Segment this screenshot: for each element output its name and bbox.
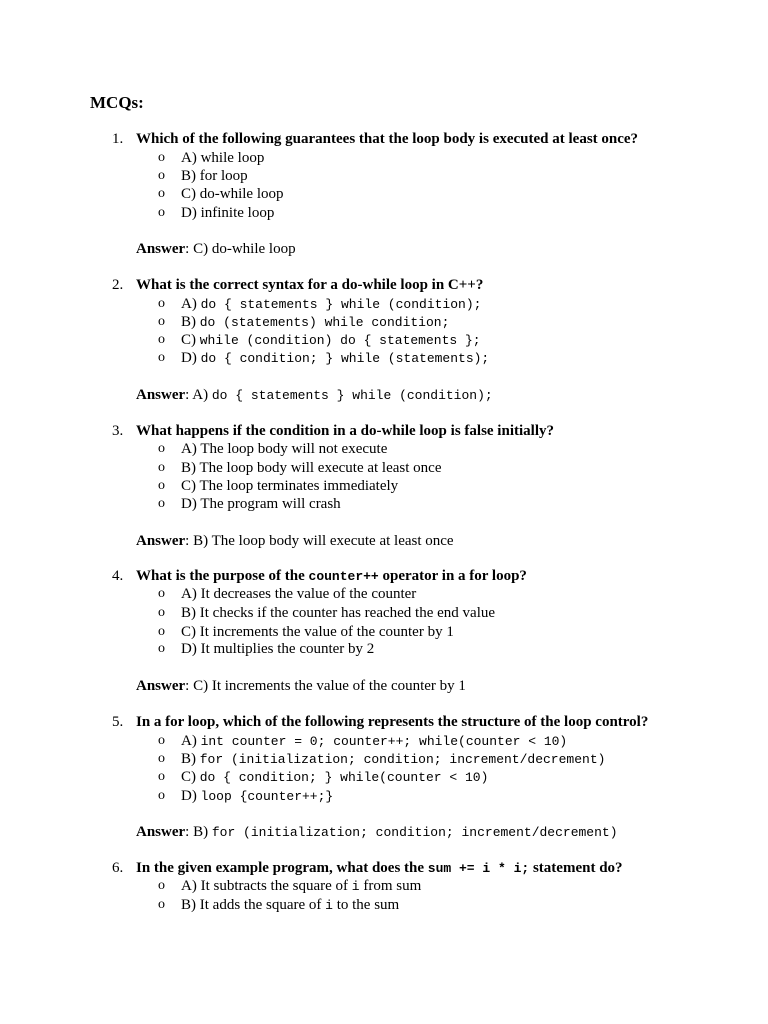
answer: Answer: B) for (initialization; condition; increment/decrement) [136, 824, 618, 840]
question-number: 1. [112, 131, 124, 147]
bullet-icon: o [158, 150, 165, 165]
answer: Answer: C) do-while loop [136, 241, 296, 257]
question-number: 6. [112, 860, 124, 876]
bullet-icon: o [158, 332, 165, 347]
answer: Answer: C) It increments the value of the counter by 1 [136, 678, 466, 694]
bullet-icon: o [158, 441, 165, 456]
bullet-icon: o [158, 296, 165, 311]
bullet-icon: o [158, 788, 165, 803]
question-text: In a for loop, which of the following represents the structure of the loop control? [136, 714, 649, 730]
question-text: What happens if the condition in a do-while loop is false initially? [136, 423, 554, 439]
bullet-icon: o [158, 769, 165, 784]
question-number: 2. [112, 277, 124, 293]
question-number: 3. [112, 423, 124, 439]
bullet-icon: o [158, 624, 165, 639]
answer: Answer: A) do { statements } while (condition); [136, 387, 493, 403]
question-text: What is the correct syntax for a do-while loop in C++? [136, 277, 484, 293]
answer: Answer: B) The loop body will execute at least once [136, 533, 454, 549]
bullet-icon: o [158, 350, 165, 365]
question-text: Which of the following guarantees that the loop body is executed at least once? [136, 131, 639, 147]
question-text: What is the purpose of the counter++ operator in a for loop? [136, 568, 527, 584]
question-text: In the given example program, what does the sum += i * i; statement do? [136, 860, 623, 876]
bullet-icon: o [158, 586, 165, 601]
question-number: 4. [112, 568, 124, 584]
bullet-icon: o [158, 878, 165, 893]
bullet-icon: o [158, 460, 165, 475]
bullet-icon: o [158, 897, 165, 912]
bullet-icon: o [158, 496, 165, 511]
bullet-icon: o [158, 168, 165, 183]
bullet-icon: o [158, 641, 165, 656]
bullet-icon: o [158, 314, 165, 329]
bullet-icon: o [158, 751, 165, 766]
question-number: 5. [112, 714, 124, 730]
bullet-icon: o [158, 733, 165, 748]
bullet-icon: o [158, 605, 165, 620]
bullet-icon: o [158, 205, 165, 220]
bullet-icon: o [158, 186, 165, 201]
bullet-icon: o [158, 478, 165, 493]
page-title: MCQs: [90, 93, 144, 112]
